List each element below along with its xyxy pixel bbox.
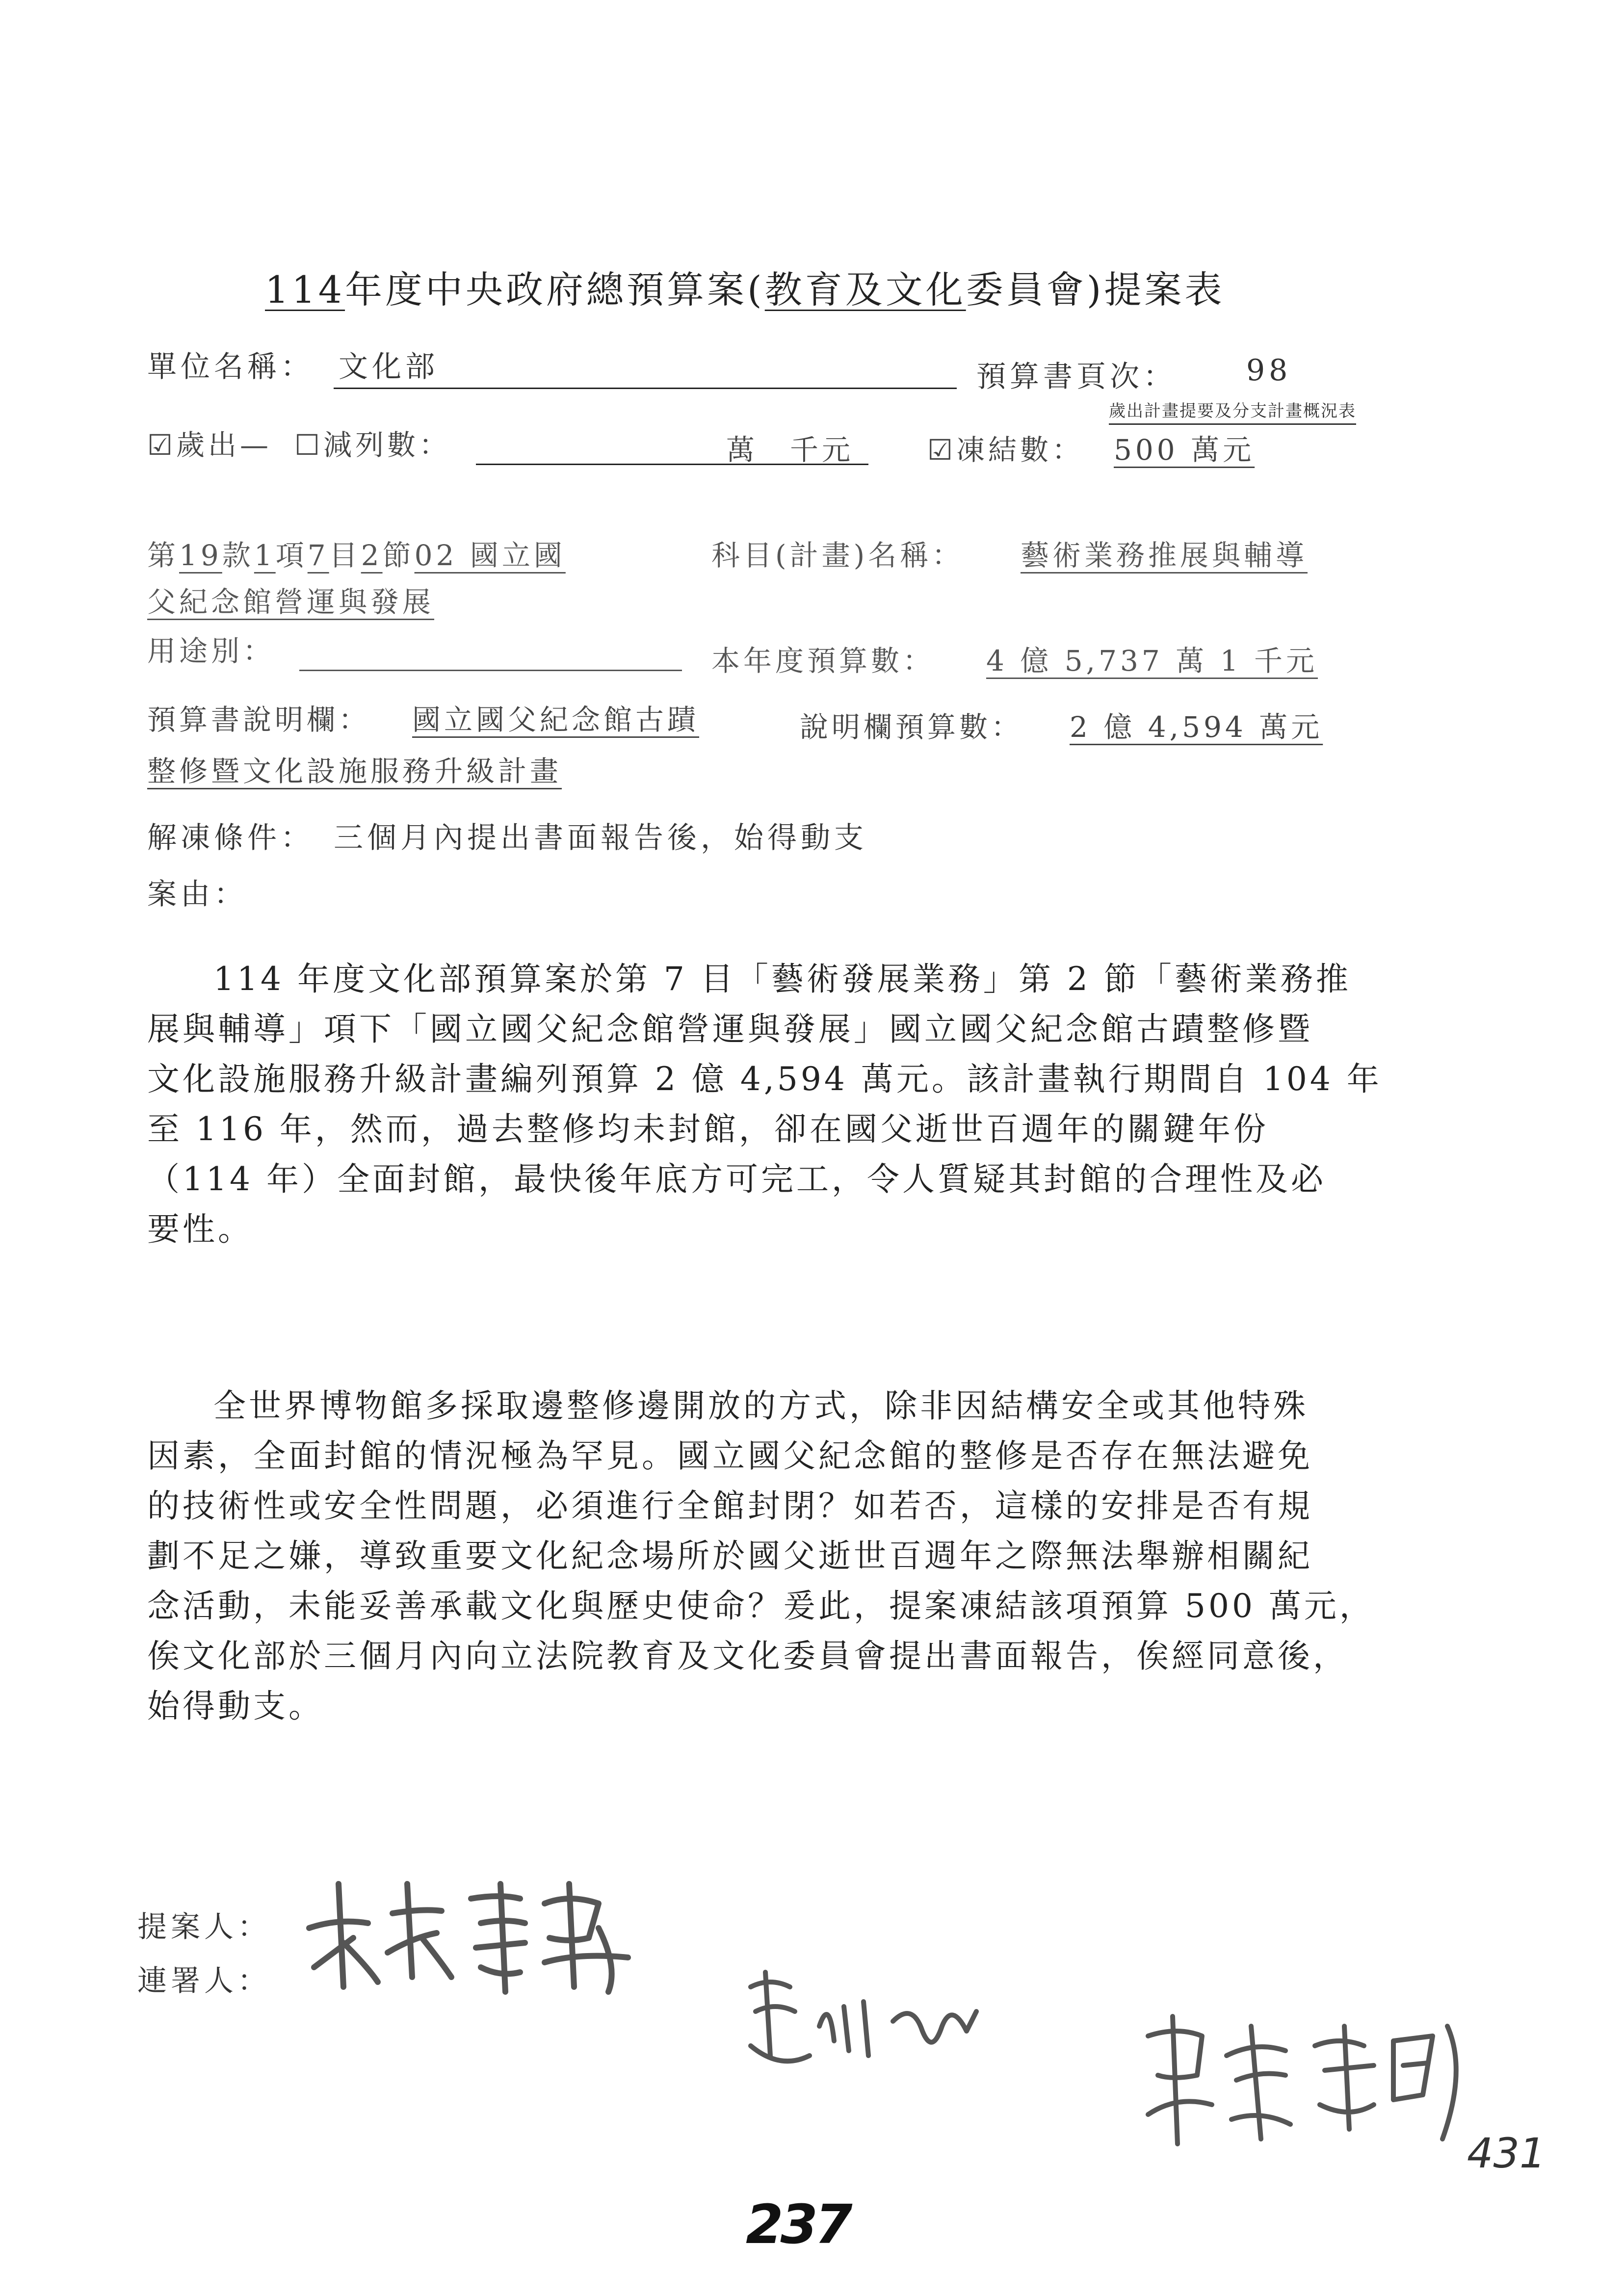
paragraph-line: 始得動支。 <box>147 1687 324 1725</box>
unfreeze-value: 三個月內提出書面報告後，始得動支 <box>334 821 867 855</box>
item-jie-label: 節 <box>382 539 415 572</box>
explanation-value-1: 國立國父紀念館古蹟 <box>412 703 700 736</box>
item-mu-label: 目 <box>329 539 361 572</box>
paragraph-line: 劃不足之嫌，導致重要文化紀念場所於國父逝世百週年之際無法舉辦相關紀 <box>147 1537 1313 1575</box>
explanation-label: 預算書說明欄： <box>147 703 371 736</box>
title-text-a: 年度中央政府總預算案( <box>345 268 765 312</box>
paragraph-line: 114 年度文化部預算案於第 7 目「藝術發展業務」第 2 節「藝術業務推 <box>213 960 1351 998</box>
unit-fill-line <box>334 388 957 389</box>
unfreeze-label: 解凍條件： <box>147 821 314 855</box>
item-prefix: 第 <box>147 539 180 572</box>
handwritten-page-number-right <box>1467 2129 1545 2177</box>
page-ref-note: 歲出計畫提要及分支計畫概況表 <box>1109 401 1356 421</box>
page-ref-value: 98 <box>1246 353 1292 388</box>
checkbox-expenditure: ☑歲出— <box>147 428 272 462</box>
paragraph-line: 要性。 <box>147 1210 253 1248</box>
item-xiang-label: 項 <box>275 539 308 572</box>
paragraph-line: 因素，全面封館的情況極為罕見。國立國父紀念館的整修是否存在無法避免 <box>147 1437 1313 1475</box>
checkbox-freeze: ☑凍結數： <box>927 433 1084 467</box>
reason-label: 案由： <box>147 877 247 912</box>
item-code: 02 國立國 <box>414 539 566 572</box>
unit-value: 文化部 <box>339 350 439 384</box>
cosigner-signature-1 <box>736 1957 991 2085</box>
paragraph-line: 文化設施服務升級計畫編列預算 2 億 4,594 萬元。該計畫執行期間自 104 年 <box>147 1060 1382 1098</box>
paragraph-line: 全世界博物館多採取邊整修邊開放的方式，除非因結構安全或其他特殊 <box>213 1387 1309 1425</box>
reason-paragraph-2 <box>147 1381 1442 1731</box>
checkbox-reduction: ☐減列數： <box>294 428 451 462</box>
paragraph-line: 念活動，未能妥善承載文化與歷史使命？爰此，提案凍結該項預算 500 萬元， <box>147 1587 1375 1625</box>
reduction-amount-unit: 萬 千元 <box>726 433 854 467</box>
paragraph-line: 至 116 年，然而，過去整修均未封館，卻在國父逝世百週年的關鍵年份 <box>147 1110 1269 1148</box>
reason-paragraph-1 <box>147 954 1442 1254</box>
unit-label: 單位名稱： <box>147 350 314 384</box>
subject-value-2: 父紀念館營運與發展 <box>147 585 435 619</box>
item-mu: 7 <box>307 539 329 572</box>
subject-value-1: 藝術業務推展與輔導 <box>1021 539 1308 572</box>
title-year: 114 <box>265 268 345 312</box>
subject-label: 科目(計畫)名稱： <box>711 539 964 572</box>
item-row <box>147 532 566 574</box>
explanation-value-2: 整修暨文化設施服務升級計畫 <box>147 755 562 788</box>
paragraph-line: 俟文化部於三個月內向立法院教育及文化委員會提出書面報告，俟經同意後， <box>147 1637 1348 1675</box>
usage-fill-line <box>299 670 682 671</box>
item-kuan-label: 款 <box>222 539 254 572</box>
usage-label: 用途別： <box>147 634 275 668</box>
handwritten-number-431: 431 <box>1467 2129 1546 2177</box>
paragraph-line: 展與輔導」項下「國立國父紀念館營運與發展」國立國父紀念館古蹟整修暨 <box>147 1010 1313 1048</box>
annual-budget-label: 本年度預算數： <box>711 644 935 678</box>
explanation-amount-value: 2 億 4,594 萬元 <box>1070 710 1323 744</box>
item-xiang: 1 <box>254 539 276 572</box>
handwritten-page-number-center <box>746 2193 850 2256</box>
cosigner-label: 連署人： <box>137 1964 271 1998</box>
proposer-label: 提案人： <box>137 1910 271 1944</box>
page-ref-label: 預算書頁次： <box>976 360 1177 394</box>
title-committee: 教育及文化 <box>764 268 966 312</box>
paragraph-line: （114 年）全面封館，最快後年底方可完工，令人質疑其封館的合理性及必 <box>147 1160 1326 1198</box>
freeze-value: 500 萬元 <box>1114 433 1255 467</box>
handwritten-number-237: 237 <box>746 2193 850 2256</box>
cosigner-signature-2 <box>1128 1997 1482 2154</box>
explanation-amount-label: 說明欄預算數： <box>800 710 1023 744</box>
item-kuan: 19 <box>179 539 222 572</box>
paragraph-line: 的技術性或安全性問題，必須進行全館封閉？如若否，這樣的安排是否有規 <box>147 1487 1313 1525</box>
proposer-signature <box>294 1854 648 2002</box>
title-text-b: 委員會)提案表 <box>966 268 1225 312</box>
document-title <box>265 260 1225 313</box>
annual-budget-value: 4 億 5,737 萬 1 千元 <box>986 644 1318 678</box>
item-jie: 2 <box>361 539 383 572</box>
